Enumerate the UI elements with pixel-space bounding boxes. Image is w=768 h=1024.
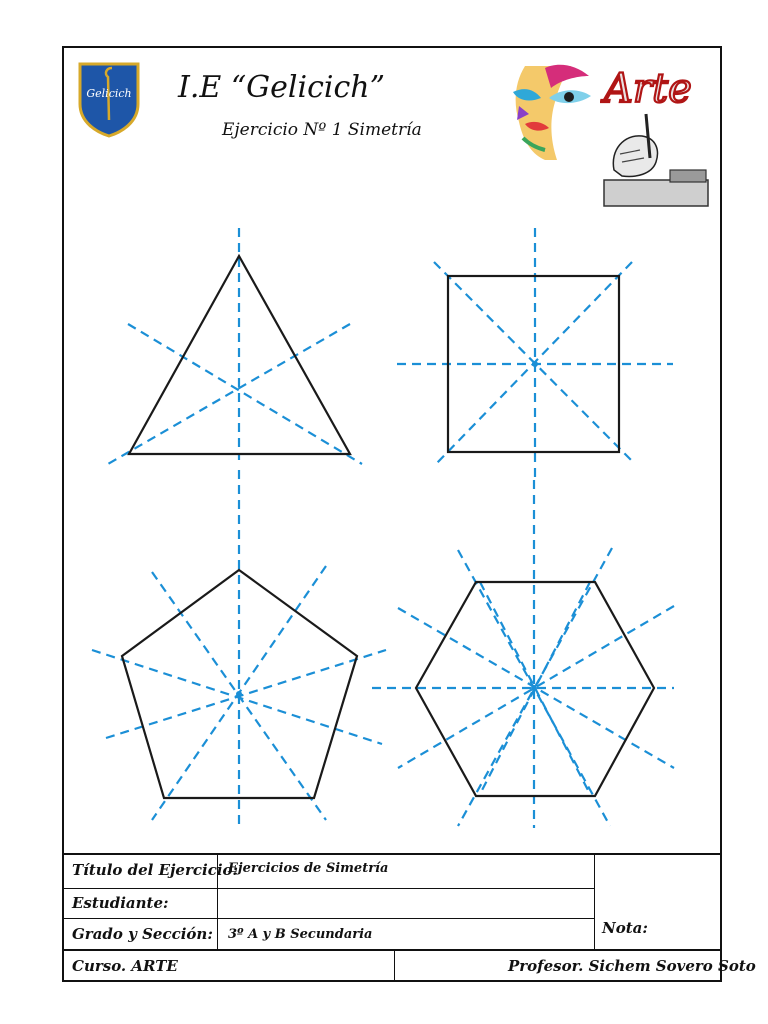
table-line-row2 bbox=[62, 918, 594, 919]
info-table bbox=[62, 853, 756, 982]
square-figure bbox=[397, 228, 673, 480]
teacher-label: Profesor. Sichem Sovero Soto bbox=[508, 957, 756, 975]
table-line-col3 bbox=[394, 949, 395, 982]
drawing-board-icon bbox=[604, 180, 708, 206]
exercise-title: Ejercicio Nº 1 Simetría bbox=[222, 120, 422, 140]
square-center-mark bbox=[532, 361, 538, 367]
arte-word: Arte bbox=[604, 66, 692, 112]
grade-value: 3º A y B Secundaria bbox=[228, 927, 373, 942]
title-label: Título del Ejercicio: bbox=[72, 861, 239, 879]
school-crest-logo bbox=[76, 60, 142, 138]
pentagon-figure bbox=[92, 470, 386, 828]
grade-label: Grado y Sección: bbox=[72, 925, 213, 943]
hexagon-figure bbox=[372, 480, 674, 828]
school-name: I.E “Gelicich” bbox=[178, 70, 385, 105]
grade-note-label: Nota: bbox=[602, 919, 648, 937]
table-line-row1 bbox=[62, 888, 594, 889]
table-line-top bbox=[62, 853, 722, 855]
symmetry-figures bbox=[62, 210, 722, 850]
arte-wordart bbox=[600, 62, 718, 112]
course-label: Curso. ARTE bbox=[72, 957, 178, 975]
crest-text: Gelicich bbox=[86, 87, 132, 100]
face-hair-icon bbox=[545, 65, 589, 88]
table-line-row3 bbox=[62, 949, 722, 951]
hexagon-center-mark bbox=[531, 685, 537, 691]
ruler-icon bbox=[670, 170, 706, 182]
title-value: Ejercicios de Simetría bbox=[228, 861, 389, 876]
triangle-figure bbox=[108, 228, 362, 464]
triangle-axis-right bbox=[108, 324, 350, 464]
student-label: Estudiante: bbox=[72, 894, 169, 912]
pentagon-center-mark bbox=[236, 691, 242, 697]
pentagon-axis-4 bbox=[106, 650, 386, 738]
table-line-col2 bbox=[594, 853, 595, 949]
art-face-illustration bbox=[505, 62, 600, 162]
face-pupil-icon bbox=[564, 92, 574, 102]
drawing-hand-illustration bbox=[600, 110, 712, 212]
